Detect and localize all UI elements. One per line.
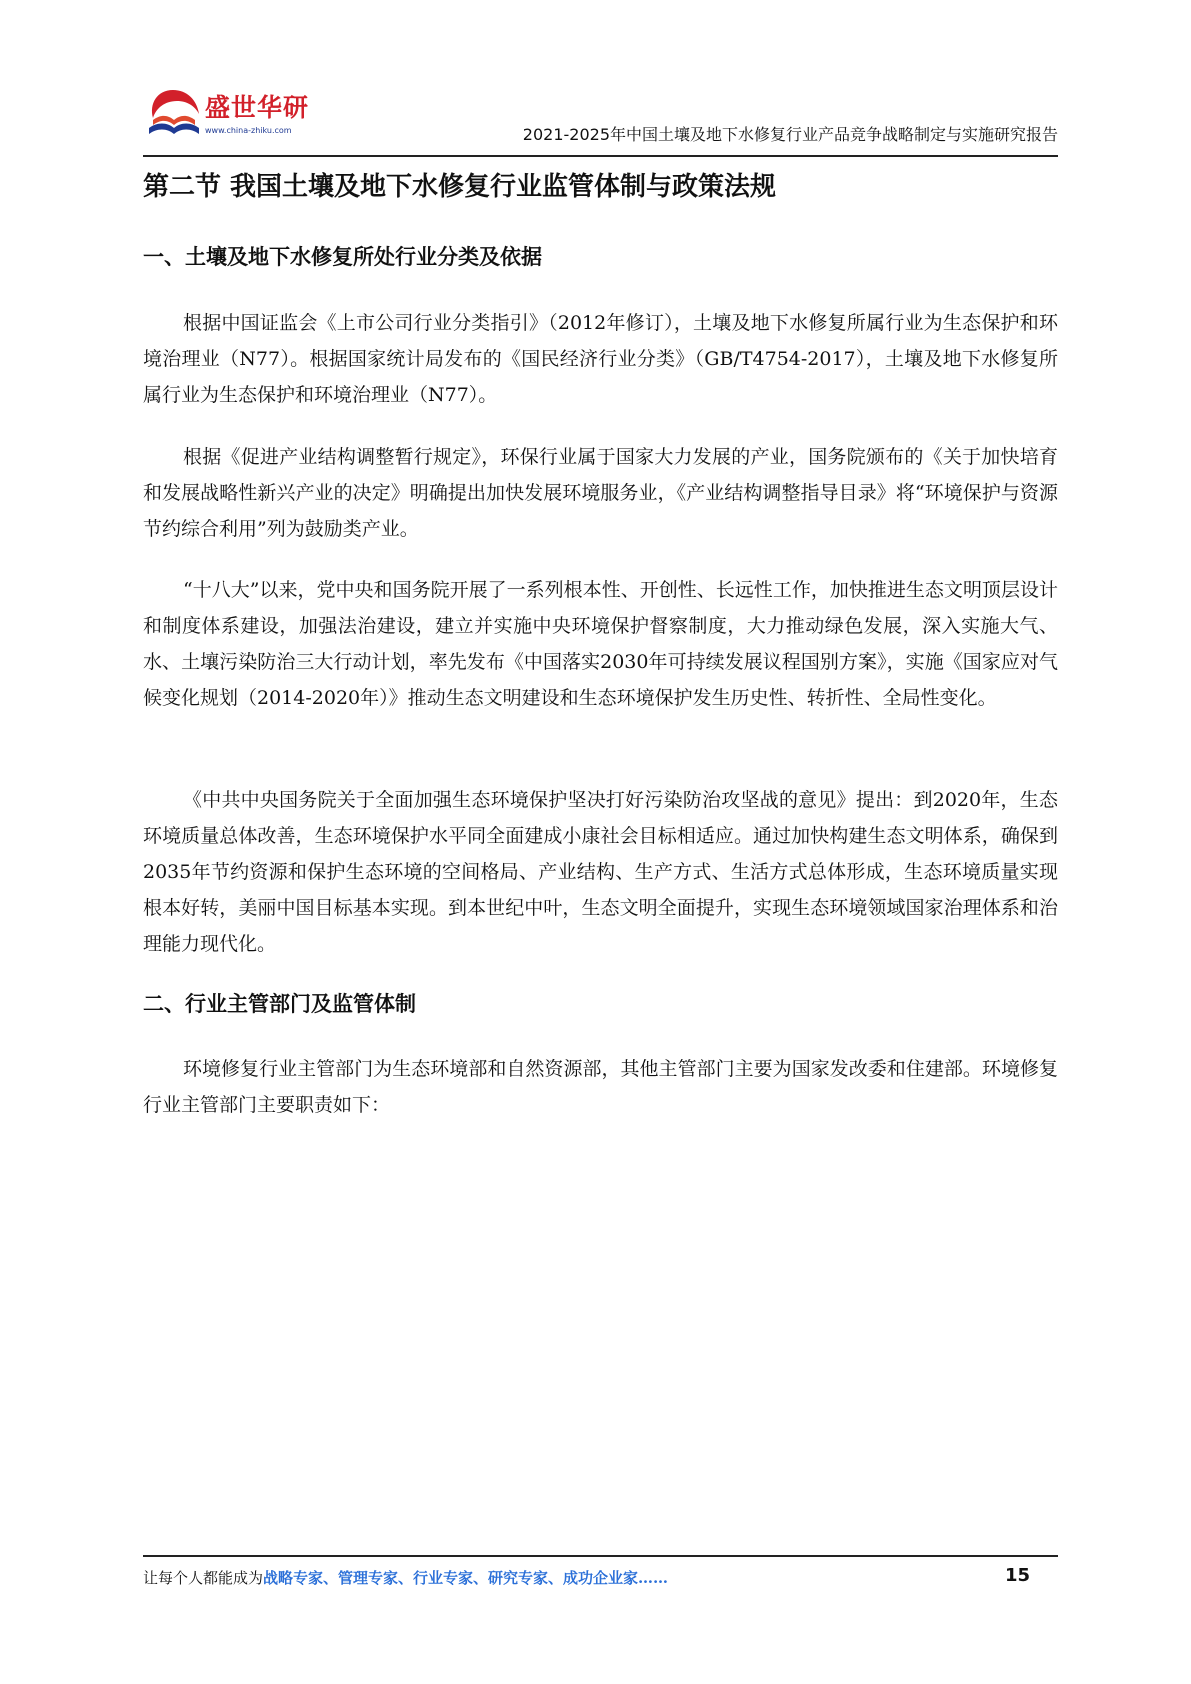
footer-slogan — [143, 1567, 668, 1588]
brand-url: www.china-zhiku.com — [205, 126, 292, 135]
paragraph-2: 根据《促进产业结构调整暂行规定》，环保行业属于国家大力发展的产业，国务院颁布的《关于加快培育和发展战略性新兴产业的决定》明确提出加快发展环境服务业，《产业结构调整指导目录》将“环境保护与资源节约综合利用”列为鼓励类产业。 — [143, 446, 1058, 540]
paragraph-3: “十八大”以来，党中央和国务院开展了一系列根本性、开创性、长远性工作，加快推进生态文明顶层设计和制度体系建设，加强法治建设，建立并实施中央环境保护督察制度，大力推动绿色发展，深入实施大气、水、土壤污染防治三大行动计划，率先发布《中国落实2030年可持续发展议程国别方案》，实施《国家应对气候变化规划（2014-2020年）》推动生态文明建设和生态环境保护发生历史性、转折性、全局性变化。 — [143, 579, 1058, 709]
footer-divider — [143, 1555, 1058, 1557]
slogan-prefix: 让每个人都能成为 — [143, 1569, 264, 1587]
paragraph-1: 根据中国证监会《上市公司行业分类指引》（2012年修订），土壤及地下水修复所属行业为生态保护和环境治理业（N77）。根据国家统计局发布的《国民经济行业分类》（GB/T4754-2017），土壤及地下水修复所属行业为生态保护和环境治理业（N77）。 — [143, 312, 1058, 406]
subsection-heading-2: 二、行业主管部门及监管体制 — [143, 992, 416, 1016]
report-title: 2021-2025年中国土壤及地下水修复行业产品竞争战略制定与实施研究报告 — [522, 125, 1058, 144]
slogan-roles: 战略专家、管理专家、行业专家、研究专家、成功企业家…… — [263, 1569, 669, 1587]
header-divider — [143, 155, 1058, 157]
page-number: 15 — [1004, 1565, 1030, 1586]
book-swirl-logo-icon — [143, 84, 205, 146]
page-header — [143, 78, 1058, 154]
subsection-heading-1: 一、土壤及地下水修复所处行业分类及依据 — [143, 245, 542, 269]
brand-logo — [143, 84, 313, 150]
page-footer — [143, 1567, 1058, 1597]
paragraph-4: 《中共中央国务院关于全面加强生态环境保护坚决打好污染防治攻坚战的意见》提出：到2020年，生态环境质量总体改善，生态环境保护水平同全面建成小康社会目标相适应。通过加快构建生态文明体系，确保到2035年节约资源和保护生态环境的空间格局、产业结构、生产方式、生活方式总体形成，生态环境质量实现根本好转，美丽中国目标基本实现。到本世纪中叶，生态文明全面提升，实现生态环境领域国家治理体系和治理能力现代化。 — [143, 789, 1058, 955]
section-title: 第二节 我国土壤及地下水修复行业监管体制与政策法规 — [143, 172, 777, 202]
paragraph-5: 环境修复行业主管部门为生态环境部和自然资源部，其他主管部门主要为国家发改委和住建部。环境修复行业主管部门主要职责如下： — [143, 1058, 1058, 1116]
brand-name: 盛世华研 — [205, 93, 310, 122]
